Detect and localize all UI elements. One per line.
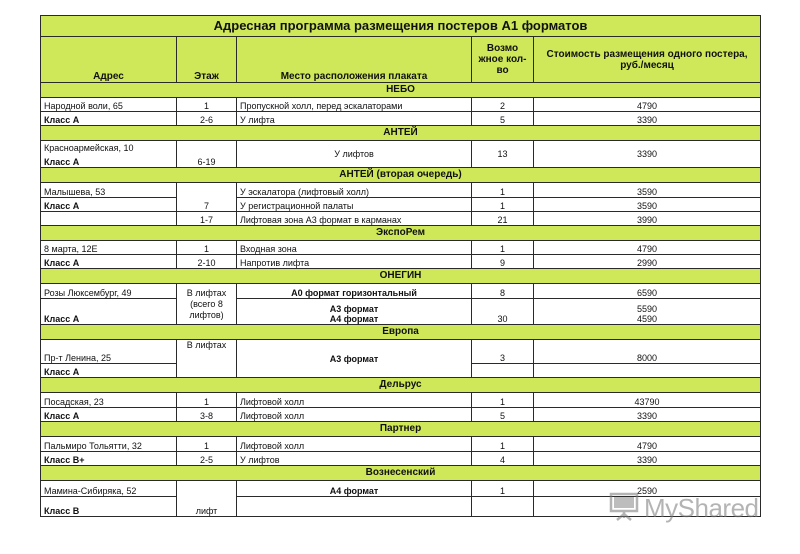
presentation-board-icon	[608, 492, 640, 522]
section-name: ОНЕГИН	[41, 269, 761, 284]
class-cell: Класс А	[41, 112, 177, 126]
section-name: Партнер	[41, 422, 761, 437]
place-cell: А0 формат горизонтальный	[237, 284, 472, 299]
table-row	[41, 299, 761, 325]
table-title: Адресная программа размещения постеров А1 форматов	[41, 16, 761, 37]
class-cell: Класс А	[41, 255, 177, 269]
floor-cell: 1	[177, 393, 237, 408]
place-cell: Пропускной холл, перед эскалаторами	[237, 98, 472, 112]
price-a3: 5590	[637, 304, 658, 314]
floor-cell: 1	[177, 98, 237, 112]
class-cell: Класс В+	[41, 452, 177, 466]
price-cell: 3390	[534, 452, 761, 466]
table-row	[41, 112, 761, 126]
place-cell: Лифтовой холл	[237, 408, 472, 422]
header-row	[41, 37, 761, 83]
empty-cell	[472, 364, 534, 378]
place-cell: У регистрационной палаты	[237, 198, 472, 212]
class-cell: Класс А	[41, 408, 177, 422]
address-cell: Посадская, 23	[41, 393, 177, 408]
table-row	[41, 255, 761, 269]
quantity-cell: 3	[472, 340, 534, 364]
place-a4: А4 формат	[329, 314, 379, 324]
floor-cell: 3-8	[177, 408, 237, 422]
section-name: Дельрус	[41, 378, 761, 393]
price-a4: 4590	[637, 314, 658, 324]
floor-cell: 2-5	[177, 452, 237, 466]
place-a3: А3 формат	[329, 304, 379, 314]
floor-cell: 1-7	[177, 212, 237, 226]
title-row	[41, 16, 761, 37]
header-floor: Этаж	[177, 37, 237, 83]
floor-cell: 2-6	[177, 112, 237, 126]
class-cell: Класс В	[41, 497, 177, 517]
watermark-text: MyShared	[644, 493, 759, 523]
floor-cell: 6-19	[177, 141, 237, 168]
section-row	[41, 325, 761, 340]
table-row	[41, 241, 761, 255]
quantity-cell: 9	[472, 255, 534, 269]
price-table-sheet	[40, 15, 760, 517]
address-cell: 8 марта, 12Е	[41, 241, 177, 255]
quantity-cell: 2	[472, 98, 534, 112]
class-cell: Класс А	[41, 299, 177, 325]
place-cell: Лифтовой холл	[237, 437, 472, 452]
table-row	[41, 183, 761, 198]
price-cell: 3390	[534, 112, 761, 126]
quantity-cell: 1	[472, 198, 534, 212]
section-name: Европа	[41, 325, 761, 340]
price-cell: 3390	[534, 408, 761, 422]
quantity-cell: 4	[472, 452, 534, 466]
address-text: Красноармейская, 10	[44, 143, 134, 153]
quantity-cell: 1	[472, 437, 534, 452]
table-row	[41, 408, 761, 422]
price-cell: 2990	[534, 255, 761, 269]
floor-cell: 2-10	[177, 255, 237, 269]
price-cell: 3990	[534, 212, 761, 226]
price-cell: 4790	[534, 241, 761, 255]
header-place: Место расположения плаката	[237, 37, 472, 83]
floor-cell: лифт	[177, 481, 237, 517]
class-cell: Класс А	[41, 364, 177, 378]
section-row	[41, 126, 761, 141]
address-cell: Мамина-Сибиряка, 52	[41, 481, 177, 497]
table-row	[41, 437, 761, 452]
empty-cell	[237, 497, 472, 517]
quantity-cell: 1	[472, 393, 534, 408]
price-cell: 3590	[534, 183, 761, 198]
floor-cell: 1	[177, 241, 237, 255]
section-row	[41, 269, 761, 284]
floor-cell: В лифтах	[177, 340, 237, 378]
table-row	[41, 198, 761, 212]
section-row	[41, 226, 761, 241]
section-name: Вознесенский	[41, 466, 761, 481]
header-address: Адрес	[41, 37, 177, 83]
price-cell: 8000	[534, 340, 761, 364]
price-cell: 6590	[534, 284, 761, 299]
quantity-cell: 8	[472, 284, 534, 299]
place-cell	[237, 299, 472, 325]
place-cell: У эскалатора (лифтовый холл)	[237, 183, 472, 198]
price-cell: 4790	[534, 437, 761, 452]
table-row	[41, 340, 761, 364]
quantity-cell: 5	[472, 408, 534, 422]
quantity-cell: 1	[472, 241, 534, 255]
empty-cell	[41, 212, 177, 226]
address-cell: Розы Люксембург, 49	[41, 284, 177, 299]
place-cell: У лифтов	[237, 141, 472, 168]
watermark	[606, 490, 766, 526]
section-row	[41, 378, 761, 393]
section-row	[41, 466, 761, 481]
floor-cell: В лифтах (всего 8 лифтов)	[177, 284, 237, 325]
class-text: Класс А	[44, 157, 80, 167]
place-cell: А4 формат	[237, 481, 472, 497]
empty-cell	[534, 364, 761, 378]
table-row	[41, 141, 761, 168]
section-row	[41, 83, 761, 98]
class-cell: Класс А	[41, 198, 177, 212]
price-cell: 4790	[534, 98, 761, 112]
section-name: ЭкспоРем	[41, 226, 761, 241]
quantity-cell: 30	[472, 299, 534, 325]
place-cell: Лифтовая зона А3 формат в карманах	[237, 212, 472, 226]
place-cell: Входная зона	[237, 241, 472, 255]
place-cell: А3 формат	[237, 340, 472, 378]
header-quantity: Возмо жное кол-во	[472, 37, 534, 83]
price-cell: 43790	[534, 393, 761, 408]
floor-cell: 7	[177, 183, 237, 212]
address-cell: Малышева, 53	[41, 183, 177, 198]
price-cell: 3390	[534, 141, 761, 168]
address-cell: Пальмиро Тольятти, 32	[41, 437, 177, 452]
section-name: АНТЕЙ	[41, 126, 761, 141]
header-price: Стоимость размещения одного постера, руб./месяц	[534, 37, 761, 83]
address-cell: Народной воли, 65	[41, 98, 177, 112]
quantity-cell: 1	[472, 183, 534, 198]
place-cell: Лифтовой холл	[237, 393, 472, 408]
quantity-cell: 5	[472, 112, 534, 126]
floor-cell: 1	[177, 437, 237, 452]
place-cell: У лифтов	[237, 452, 472, 466]
table-row	[41, 393, 761, 408]
section-row	[41, 422, 761, 437]
quantity-cell: 1	[472, 481, 534, 497]
place-cell: Напротив лифта	[237, 255, 472, 269]
section-name: НЕБО	[41, 83, 761, 98]
price-cell: 3590	[534, 198, 761, 212]
place-cell: У лифта	[237, 112, 472, 126]
table-row	[41, 212, 761, 226]
quantity-cell: 13	[472, 141, 534, 168]
poster-placement-table	[40, 15, 761, 517]
table-row	[41, 284, 761, 299]
price-cell: 2590	[534, 481, 761, 497]
empty-cell	[472, 497, 534, 517]
table-row	[41, 452, 761, 466]
quantity-cell: 21	[472, 212, 534, 226]
address-cell	[41, 141, 177, 168]
table-row	[41, 98, 761, 112]
section-row	[41, 168, 761, 183]
price-cell	[534, 299, 761, 325]
address-cell: Пр-т Ленина, 25	[41, 340, 177, 364]
section-name: АНТЕЙ (вторая очередь)	[41, 168, 761, 183]
